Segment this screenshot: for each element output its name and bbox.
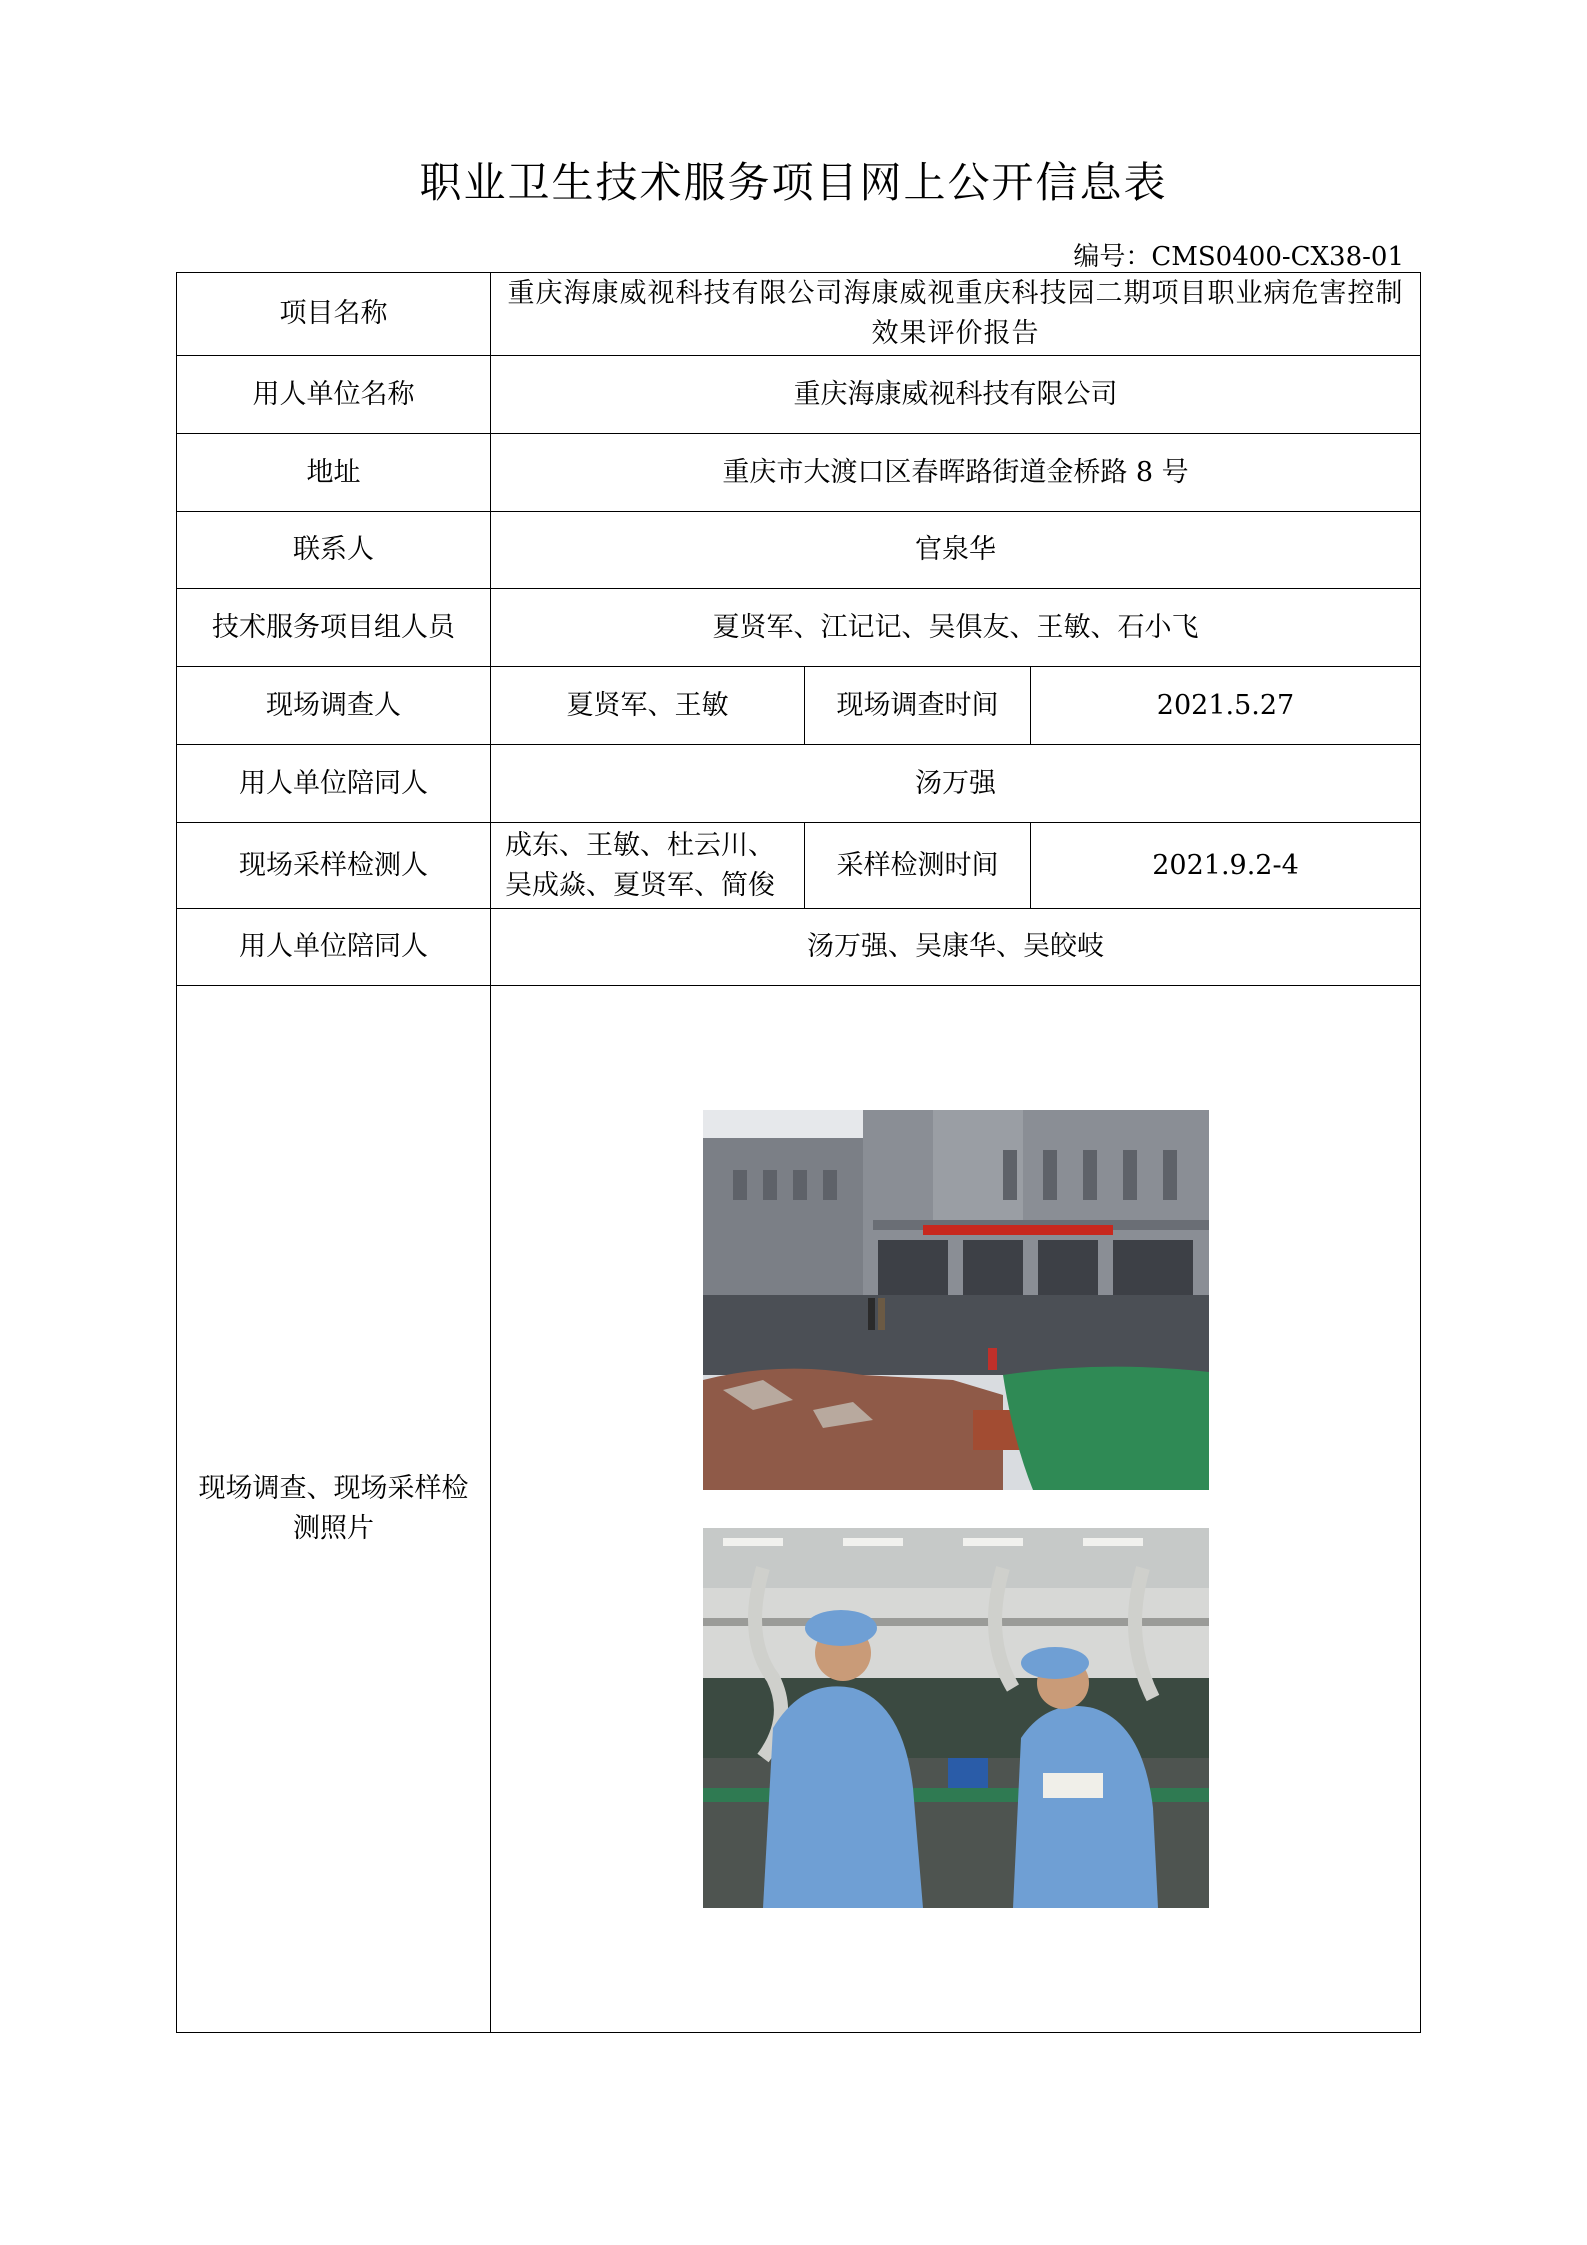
table-row <box>177 512 1421 589</box>
sampling-time-value: 2021.9.2-4 <box>1031 823 1421 909</box>
sampling-photo-graphic <box>703 1528 1209 1908</box>
survey-time-label: 现场调查时间 <box>805 667 1031 745</box>
survey-label: 现场调查人 <box>177 667 491 745</box>
table-row <box>177 909 1421 986</box>
page-title: 职业卫生技术服务项目网上公开信息表 <box>419 158 1168 207</box>
survey-value: 夏贤军、王敏 <box>491 667 805 745</box>
team-value: 夏贤军、江记记、吴俱友、王敏、石小飞 <box>491 589 1421 667</box>
project-name-label: 项目名称 <box>177 273 491 356</box>
worker-right-cap <box>1021 1647 1089 1679</box>
escort-label: 用人单位陪同人 <box>177 745 491 823</box>
red-banner <box>923 1225 1113 1235</box>
address-label: 地址 <box>177 434 491 512</box>
photos-cell <box>491 986 1421 2033</box>
escort-value: 汤万强 <box>491 745 1421 823</box>
site-survey-photo-graphic <box>703 1110 1209 1490</box>
escort-label: 用人单位陪同人 <box>177 909 491 986</box>
photos-label: 现场调查、现场采样检测照片 <box>177 986 491 2033</box>
table-row <box>177 273 1421 356</box>
table-row <box>177 745 1421 823</box>
project-name-value: 重庆海康威视科技有限公司海康威视重庆科技园二期项目职业病危害控制效果评价报告 <box>491 273 1421 356</box>
sampling-label: 现场采样检测人 <box>177 823 491 909</box>
contact-value: 官泉华 <box>491 512 1421 589</box>
employer-value: 重庆海康威视科技有限公司 <box>491 356 1421 434</box>
info-table <box>176 272 1421 2033</box>
address-value: 重庆市大渡口区春晖路街道金桥路 8 号 <box>491 434 1421 512</box>
sampling-photo <box>703 1528 1209 1908</box>
survey-time-value: 2021.5.27 <box>1031 667 1421 745</box>
team-label: 技术服务项目组人员 <box>177 589 491 667</box>
worker-left-cap <box>805 1610 877 1646</box>
site-survey-photo <box>703 1110 1209 1490</box>
table-row <box>177 434 1421 512</box>
sampling-value: 成东、王敏、杜云川、吴成焱、夏贤军、简俊 <box>491 823 805 909</box>
sampling-time-label: 采样检测时间 <box>805 823 1031 909</box>
table-row <box>177 589 1421 667</box>
table-row <box>177 823 1421 909</box>
contact-label: 联系人 <box>177 512 491 589</box>
table-row <box>177 667 1421 745</box>
escort-value: 汤万强、吴康华、吴皎岐 <box>491 909 1421 986</box>
document-number: 编号：CMS0400-CX38-01 <box>1073 242 1404 272</box>
green-tarp <box>1003 1367 1209 1490</box>
table-row <box>177 986 1421 2033</box>
table-row <box>177 356 1421 434</box>
employer-label: 用人单位名称 <box>177 356 491 434</box>
